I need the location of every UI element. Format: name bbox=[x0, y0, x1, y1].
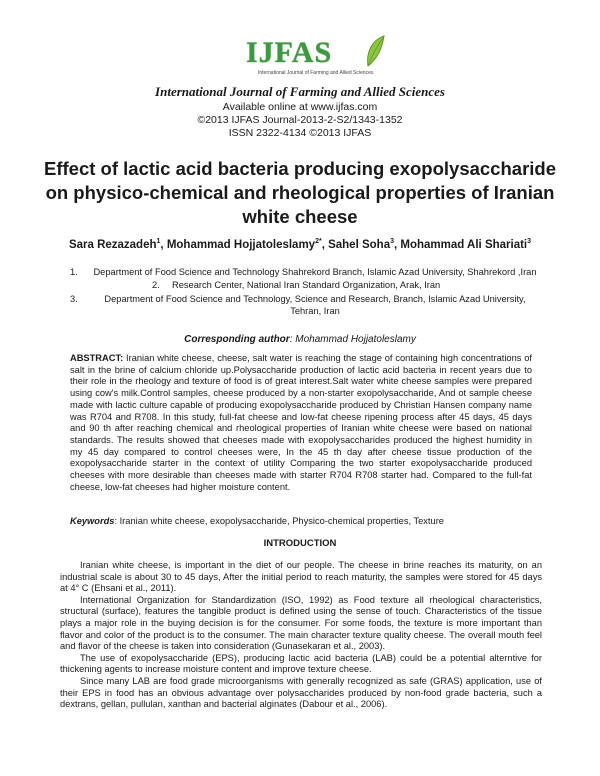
affiliation-list bbox=[70, 266, 540, 319]
corresponding-label: Corresponding author bbox=[184, 334, 290, 345]
abstract-label: ABSTRACT: bbox=[70, 353, 124, 363]
author-affiliation-mark: 3 bbox=[527, 238, 532, 245]
abstract bbox=[70, 353, 532, 493]
paragraph: Since many LAB are food grade microorganisms with generally recognized as safe (GRAS) application, use of their EPS in food has an obvious advantage over polysaccharides produced by non-food grade bacteria, such a dextrans, gellan, pullulan, xanthan and bacterial alginates (Dabour et al., 2006). bbox=[60, 675, 542, 710]
keywords bbox=[70, 516, 532, 526]
affiliation-number: 2. bbox=[152, 280, 160, 291]
logo-subtitle: International Journal of Farming and Allied Sciences bbox=[258, 70, 374, 76]
journal-logo bbox=[246, 34, 386, 84]
citation-line: ©2013 IJFAS Journal-2013-2-S2/1343-1352 bbox=[197, 114, 403, 126]
affiliation-number: 1. bbox=[70, 267, 78, 277]
author-separator: , bbox=[321, 238, 329, 251]
affiliation-text: Research Center, National Iran Standard Organization, Arak, Iran bbox=[172, 280, 441, 291]
author-separator: , bbox=[394, 238, 401, 251]
paragraph: The use of exopolysaccharide (EPS), producing lactic acid bacteria (LAB) could be a potential alterntive for thickening agents to increase moisture content and improve texture cheese. bbox=[60, 652, 542, 675]
paragraph: International Organization for Standardization (ISO, 1992) as Food texture all rheological characteristics, structural (surface), features the tangible product is defined using the sense of touch. Characteristics of the tissue plays a major role in the buying decision is for the consumer. For some foods, the texture is more important than flavor and color of the product is to the consumer. The main character texture quality cheese. The overall mouth feel and flavor of the cheese is taken into consideration (Gunasekaran et al., 2003). bbox=[60, 594, 542, 652]
author-affiliation-mark: 2* bbox=[315, 238, 322, 245]
author-name: Mohammad Ali Shariati bbox=[400, 238, 528, 251]
author-separator: , bbox=[160, 238, 167, 251]
corresponding-author bbox=[0, 334, 600, 345]
availability-line: Available online at www.ijfas.com bbox=[222, 101, 378, 113]
paper-title: Effect of lactic acid bacteria producing exopolysaccharide on physico-chemical and rheological properties of Iranian white cheese bbox=[44, 158, 556, 227]
affiliation-text: Department of Food Science and Technology Shahrekord Branch, Islamic Azad University, Shahrekord ,Iran bbox=[93, 267, 537, 277]
author-name: Sara Rezazadeh bbox=[68, 238, 157, 251]
keywords-text: : Iranian white cheese, exopolysaccharide, Physico-chemical properties, Texture bbox=[114, 516, 444, 526]
leaf-icon bbox=[364, 34, 386, 68]
journal-name: International Journal of Farming and Allied Sciences bbox=[155, 84, 445, 99]
affiliation-item bbox=[70, 279, 540, 291]
issn-line: ISSN 2322-4134 ©2013 IJFAS bbox=[228, 127, 372, 139]
introduction-body bbox=[60, 560, 542, 711]
logo-text: IJFAS bbox=[246, 36, 333, 69]
author-affiliation-mark: 3 bbox=[390, 238, 394, 245]
affiliation-number: 3. bbox=[70, 293, 78, 304]
author-list bbox=[0, 238, 600, 251]
affiliation-item bbox=[70, 266, 540, 278]
author-name: Sahel Soha bbox=[328, 238, 391, 251]
author-affiliation-mark: 1 bbox=[156, 238, 161, 245]
paragraph: Iranian white cheese, is important in the diet of our people. The cheese in brine reaches its maturity, on an industrial scale is about 30 to 45 days, After the initial period to reach maturity, the samples were stored for 45 days at 4° C (Ehsani et al., 2011). bbox=[60, 560, 542, 594]
abstract-text: Iranian white cheese, cheese, salt water is reaching the stage of containing high concentrations of salt in the brine of calcium chloride up.Polysaccharide production of lactic acid bacteria in recent years due to their role in the rheology and texture of food is of great interest.Salt water white cheese samples were prepared using cow's milk.Control samples, cheese produced by a non-starter exopolysaccharide, And ot sample cheese made with lactic culture capable of producing exopolysaccharide produced by Christian Hansen company name was R704 and R708. In this study, full-fat cheese and low-fat cheese ripening process after 45 days, 45 days and 90 th after reaching chemical and rheological properties of Iranian white cheese were based on national standards. The results showed that cheeses made with exopolysaccharides produced the highest humidity in my 45 day compared to control cheeses were, In the 45 th day after cheese tissue production of the exopolysaccharide starter in the context of utility Comparing the two starter exopolysaccharide produced cheeses with more desirable than cheeses made with starter R704 R708 starter had. Compared to the full-fat cheese, low-fat cheeses had higher moisture content. bbox=[70, 353, 532, 492]
affiliation-text: Department of Food Science and Technology, Science and Research, Branch, Islamic Azad University, Tehran, Iran bbox=[104, 293, 526, 317]
section-heading-introduction: INTRODUCTION bbox=[263, 538, 337, 549]
corresponding-name: : Mohammad Hojjatoleslamy bbox=[289, 334, 416, 345]
affiliation-item bbox=[70, 293, 540, 318]
author-name: Mohammad Hojjatoleslamy bbox=[166, 238, 316, 251]
keywords-label: Keywords bbox=[70, 516, 115, 526]
